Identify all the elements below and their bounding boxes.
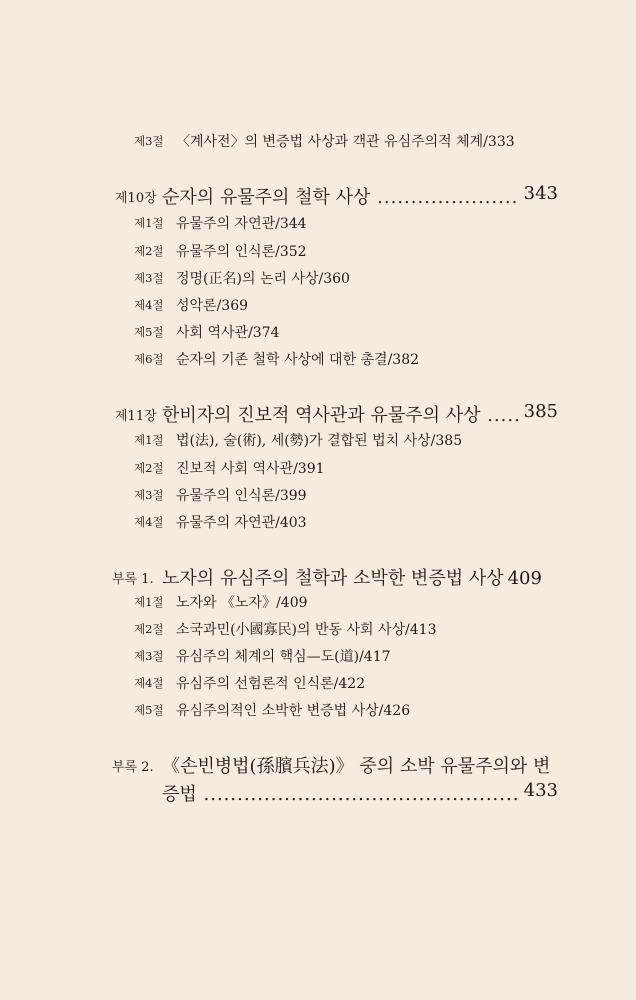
appendix-number: 부록 2. — [112, 760, 154, 775]
chapter-title: 한비자의 진보적 역사관과 유물주의 사상 ..... — [162, 401, 556, 427]
section-number: 제4절 — [134, 515, 164, 529]
section-number: 제1절 — [134, 433, 164, 447]
section-title: 〈계사전〉의 변증법 사상과 객관 유심주의적 체계/333 — [176, 134, 515, 150]
section-title: 소국과민(小國寡民)의 반동 사회 사상/413 — [176, 622, 437, 638]
page-number: 385 — [520, 401, 558, 422]
section-title: 유심주의적인 소박한 변증법 사상/426 — [176, 703, 411, 719]
section-title: 사회 역사관/374 — [176, 325, 280, 341]
section-number: 제2절 — [134, 244, 164, 258]
section-number: 제4절 — [134, 298, 164, 312]
section-title: 유심주의 선험론적 인식론/422 — [176, 676, 366, 692]
appendix-title: 《손빈병법(孫臏兵法)》 중의 소박 유물주의와 변 — [162, 756, 551, 777]
section-number: 제4절 — [134, 676, 164, 690]
section-number: 제1절 — [134, 595, 164, 609]
chapter-number: 제10장 — [115, 191, 157, 206]
section-title: 유물주의 자연관/403 — [176, 515, 307, 531]
section-title: 유물주의 자연관/344 — [176, 216, 307, 232]
appendix-title-row — [162, 564, 542, 590]
section-number: 제2절 — [134, 461, 164, 475]
section-number: 제3절 — [134, 134, 164, 148]
appendix-title: 노자의 유심주의 철학과 소박한 변증법 사상 — [162, 568, 504, 589]
section-title: 유물주의 인식론/352 — [176, 244, 307, 260]
section-number: 제3절 — [134, 649, 164, 663]
appendix-number: 부록 1. — [112, 572, 154, 587]
page-number: 409 — [507, 568, 542, 589]
section-title: 유심주의 체계의 핵심—도(道)/417 — [176, 649, 391, 665]
section-title: 진보적 사회 역사관/391 — [176, 461, 325, 477]
appendix-title-continued: 증법 ..... — [162, 780, 556, 806]
section-title: 정명(正名)의 논리 사상/360 — [176, 271, 350, 287]
section-title: 순자의 기존 철학 사상에 대한 총결/382 — [176, 352, 420, 368]
appendix-title-row — [162, 752, 550, 778]
chapter-title: 순자의 유물주의 철학 사상 ..... — [162, 183, 556, 209]
section-number: 제6절 — [134, 352, 164, 366]
section-title: 성악론/369 — [176, 298, 249, 314]
section-title: 유물주의 인식론/399 — [176, 488, 307, 504]
page-number: 433 — [520, 780, 558, 801]
section-number: 제5절 — [134, 703, 164, 717]
chapter-number: 제11장 — [115, 409, 157, 424]
section-title: 법(法), 술(術), 세(勢)가 결합된 법치 사상/385 — [176, 433, 463, 449]
page-number: 343 — [520, 183, 558, 204]
section-title: 노자와 《노자》/409 — [176, 595, 308, 611]
section-number: 제3절 — [134, 488, 164, 502]
section-number: 제3절 — [134, 271, 164, 285]
section-number: 제1절 — [134, 216, 164, 230]
section-number: 제5절 — [134, 325, 164, 339]
section-number: 제2절 — [134, 622, 164, 636]
